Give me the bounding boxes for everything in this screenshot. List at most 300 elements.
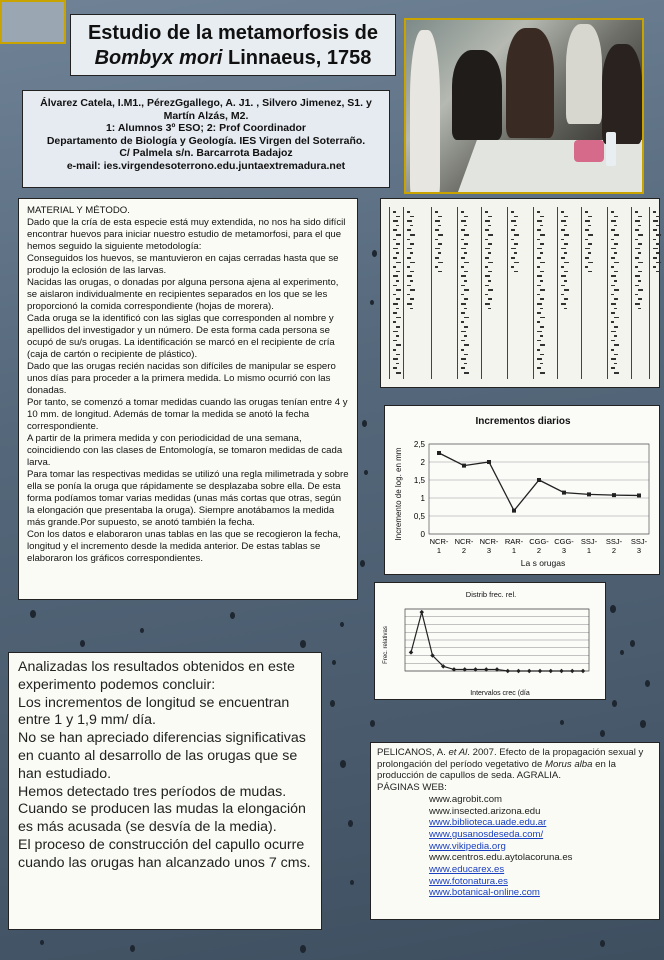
table-cell-mark [393,358,398,360]
method-heading: MATERIAL Y MÉTODO. [27,205,130,216]
speck [330,700,335,707]
table-cell-mark [393,229,397,231]
table-cell-mark [488,216,492,218]
table-cell-mark [611,248,616,250]
table-cell-mark [638,216,642,218]
table-cell-mark [438,252,441,254]
table-cell-mark [464,243,468,245]
table-cell-mark [564,252,567,254]
table-cell-mark [464,216,468,218]
table-cell-mark [614,326,618,328]
speck [600,940,605,947]
table-cell-mark [407,220,412,222]
chart1-xlabel: La s orugas [520,558,566,568]
table-cell-mark [514,243,518,245]
chart2-point [570,669,575,674]
table-cell-mark [464,280,467,282]
table-cell-mark [537,275,542,277]
table-cell-mark [537,248,542,250]
chart1-xtick-label: SSJ-1 [580,537,598,555]
table-cell-mark [653,248,658,250]
chart1-xtick-label: CGG-2 [529,537,549,555]
chart2-point [505,669,510,674]
table-cell-mark [588,234,593,236]
web-heading: PÁGINAS WEB: [377,782,447,794]
chart1-xtick-label: NCR-2 [454,537,474,555]
table-cell-mark [464,335,467,337]
chart2-grid [405,609,589,671]
table-cell-mark [410,234,415,236]
table-cell-mark [396,308,399,310]
speck [360,560,365,567]
table-cell-mark [611,239,614,241]
chart1-point [462,464,466,468]
table-cell-mark [635,229,639,231]
table-cell-mark [656,271,660,273]
table-cell-mark [564,280,567,282]
speck [610,605,616,613]
table-cell-mark [588,243,592,245]
table-cell-mark [393,294,396,296]
table-cell-mark [438,243,442,245]
table-cell-mark [396,372,401,374]
table-cell-mark [464,354,468,356]
web-link[interactable]: www.vikipedia.org [429,840,506,852]
method-box [18,198,358,600]
table-cell-mark [485,248,490,250]
table-cell-mark [614,252,617,254]
table-cell-mark [438,271,442,273]
table-cell-mark [638,243,642,245]
bottle [606,132,616,166]
table-cell-mark [561,229,565,231]
table-cell-mark [540,372,545,374]
table-cell-mark [540,317,545,319]
table-cell-mark [410,289,415,291]
table-cell-mark [653,220,658,222]
speck [40,940,44,945]
table-cell-mark [537,211,540,213]
table-cell-mark [396,298,400,300]
table-cell-mark [407,285,411,287]
web-link[interactable]: www.botanical-online.com [429,887,540,899]
chart-incrementos-diarios [384,405,660,575]
chart2-point [527,669,532,674]
table-cell-mark [540,234,545,236]
table-cell-mark [461,229,465,231]
chart1-ytick-label: 2,5 [413,440,425,449]
method-paragraph: A partir de la primera medida y con periodicidad de una semana, coincidiendo con las clases de Entomología, se tomaron medidas de cada larva. [27,433,343,468]
table-cell-mark [511,211,514,213]
conclusions-box [8,652,322,930]
table-cell-mark [438,216,442,218]
table-cell-mark [614,298,618,300]
chart2-series [409,610,586,673]
table-cell-mark [511,229,515,231]
table-cell-mark [410,298,414,300]
table-cell-mark [611,266,614,268]
method-paragraph: Por tanto, se comenzó a tomar medidas cuando las orugas tenían entre 4 y 10 mm. de longitud. Además de tomar la medida se anotó la fecha correspondiente. [27,397,348,432]
table-cell-mark [540,326,544,328]
table-cell-mark [511,239,514,241]
table-cell-mark [410,225,413,227]
table-cell-mark [635,239,638,241]
chart1-title: Incrementos diarios [475,416,571,427]
web-link[interactable]: www.educarex.es [429,864,505,876]
table-cell-mark [614,372,619,374]
table-cell-mark [435,229,439,231]
table-cell-mark [485,303,490,305]
speck [332,660,336,665]
table-cell-mark [435,266,438,268]
table-cell-mark [614,344,619,346]
chart-distrib-frec [374,582,606,700]
table-cell-mark [410,308,413,310]
table-cell-mark [485,275,490,277]
table-cell-mark [410,271,414,273]
speck [620,650,624,655]
table-cell-mark [410,252,413,254]
person-1 [410,30,440,194]
table-cell-mark [461,285,465,287]
table-cell-mark [407,303,412,305]
table-cell-mark [537,257,541,259]
table-cell-mark [537,349,540,351]
table-cell-mark [464,234,469,236]
speck [370,300,374,305]
table-cell-mark [393,340,397,342]
table-cell-mark [635,248,640,250]
table-cell-mark [537,239,540,241]
table-cell-mark [635,257,639,259]
web-link[interactable]: www.fotonatura.es [429,875,508,887]
table-cell-mark [396,344,401,346]
table-cell-mark [393,303,398,305]
chart2-point [409,650,414,655]
table-column-line [457,207,458,379]
table-cell-mark [435,239,438,241]
table-cell-mark [611,257,615,259]
author-address: C/ Palmela s/n. Barcarrota Badajoz [119,147,293,159]
table-cell-mark [638,298,642,300]
author-names-2: Martín Alzás, M2. [163,109,249,122]
table-cell-mark [540,216,544,218]
speck [370,720,375,727]
table-cell-mark [588,262,593,264]
table-cell-mark [407,294,410,296]
table-cell-mark [393,331,398,333]
author-email: e-mail: ies.virgendesoterrono.edu.juntaextremadura.net [66,159,346,172]
table-cell-mark [611,340,615,342]
chart1-xtick-label: RAR-1 [504,537,524,555]
method-paragraph: Cada oruga se la identificó con las siglas que corresponden al nombre y apellidos del investigador y un número. De esta forma cada persona se ocupó de su/s orugas. La identificación se marcó en el recipiente de cría (caja de cartón o recipiente de plástico). [27,313,335,360]
table-cell-mark [407,248,412,250]
chart2-svg [375,583,607,701]
table-cell-mark [396,216,400,218]
table-cell-mark [656,225,659,227]
chart2-xlabel: Intervalos crec (día [470,690,530,697]
table-cell-mark [488,225,491,227]
table-cell-mark [653,257,657,259]
table-cell-mark [585,266,588,268]
table-cell-mark [564,308,567,310]
table-cell-mark [635,275,640,277]
table-cell-mark [588,271,592,273]
table-cell-mark [396,335,399,337]
table-cell-mark [585,211,588,213]
table-cell-mark [393,367,397,369]
table-cell-mark [461,239,464,241]
table-cell-mark [561,257,565,259]
citation-source: en la producción de capullos de seda. AGRALIA. [377,758,616,782]
table-cell-mark [438,225,441,227]
table-cell-mark [611,349,614,351]
web-link[interactable]: www.insected.arizona.edu [429,805,541,817]
chart1-ytick-label: 0 [420,530,425,539]
table-cell-mark [393,257,397,259]
table-cell-mark [393,211,396,213]
conclusion-paragraph: Hemos detectado tres períodos de mudas. [18,783,287,800]
chart1-point [537,478,541,482]
table-cell-mark [464,363,467,365]
pink-container [574,140,604,162]
citation-author: PELICANOS, A. [377,747,449,758]
web-link[interactable]: www.biblioteca.uade.edu.ar [429,817,547,829]
table-cell-mark [461,349,464,351]
table-cell-mark [614,317,619,319]
citation [377,747,653,782]
references-box [370,742,660,920]
table-cell-mark [635,294,638,296]
chart1-xtick-label: SSJ-2 [605,537,623,555]
table-cell-mark [614,363,617,365]
table-cell-mark [614,308,617,310]
table-cell-mark [410,262,415,264]
chart1-point [487,460,491,464]
citation-text: . 2007. Efecto de la propagación sexual y prolongación del período vegetativo de [377,747,644,770]
table-cell-mark [588,216,592,218]
table-cell-mark [537,331,542,333]
table-cell-mark [614,335,617,337]
chart1-xticks [430,537,648,555]
chart1-point [562,491,566,495]
table-cell-mark [564,216,568,218]
chart1-series [437,451,641,513]
table-cell-mark [461,331,466,333]
table-cell-mark [485,229,489,231]
table-cell-mark [485,266,488,268]
table-cell-mark [393,266,396,268]
table-cell-mark [635,266,638,268]
title-species: Bombyx mori [94,47,223,69]
web-link[interactable]: www.centros.edu.aytolacoruna.es [429,852,573,864]
table-cell-mark [407,211,410,213]
chart2-point [516,669,521,674]
table-cell-mark [614,234,619,236]
table-cell-mark [561,303,566,305]
chart2-line [411,612,583,671]
table-cell-mark [511,257,515,259]
table-cell-mark [485,220,490,222]
table-cell-mark [511,266,514,268]
table-cell-mark [396,317,401,319]
chart1-point [512,509,516,513]
table-column-line [507,207,508,379]
table-cell-mark [614,354,618,356]
table-cell-mark [396,363,399,365]
web-link[interactable]: www.gusanosdeseda.com/ [429,828,544,840]
table-cell-mark [464,252,467,254]
speck [300,945,306,953]
chart1-ytick-label: 0,5 [413,512,425,521]
chart1-xtick-label: CGG-3 [554,537,574,555]
author-roles: 1: Alumnos 3º ESO; 2: Prof Coordinador [105,122,307,134]
table-cell-mark [514,234,519,236]
table-cell-mark [635,285,639,287]
table-cell-mark [485,257,489,259]
table-cell-mark [614,225,617,227]
table-cell-mark [638,225,641,227]
table-cell-mark [653,239,656,241]
method-paragraph: Para tomar las respectivas medidas se utilizó una regla milimetrada y sobre ella se ponía la oruga que rápidamente se desplazaba sobre ella. De esta forma podíamos tomar varias medidas (unas más cortas que otras, según la elongación que presentaba la oruga). Siempre anotábamos la medida más grande.Por supuesto, se anotó también la fecha. [27,469,349,528]
table-cell-mark [537,220,542,222]
table-cell-mark [410,243,414,245]
citation-species: Morus alba [545,758,593,770]
speck [130,945,135,952]
table-cell-mark [585,229,589,231]
table-cell-mark [611,229,615,231]
chart1-grid [429,444,649,534]
table-cell-mark [611,211,614,213]
table-cell-mark [656,216,660,218]
table-cell-mark [396,252,399,254]
table-cell-mark [438,234,443,236]
title-rest: Linnaeus, 1758 [222,47,372,69]
table-cell-mark [540,280,543,282]
table-cell-mark [540,289,545,291]
speck [364,470,368,475]
speck [340,760,346,768]
table-cell-mark [638,308,641,310]
table-cell-mark [461,248,466,250]
title-line2 [71,46,395,71]
table-cell-mark [464,298,468,300]
person-5 [602,44,642,144]
web-link[interactable]: www.agrobit.com [429,793,503,805]
table-cell-mark [540,335,543,337]
table-cell-mark [561,266,564,268]
table-column-line [481,207,482,379]
table-cell-mark [540,344,545,346]
table-cell-mark [435,257,439,259]
lab-photo [404,18,644,194]
table-cell-mark [461,367,465,369]
table-cell-mark [488,280,491,282]
chart2-point [559,669,564,674]
table-cell-mark [653,229,657,231]
table-cell-mark [461,266,464,268]
table-cell-mark [540,354,544,356]
person-2 [452,50,502,140]
chart1-xtick-label: NCR-1 [429,537,449,555]
table-cell-mark [393,285,397,287]
table-cell-mark [561,239,564,241]
table-cell-mark [638,271,642,273]
table-cell-mark [435,211,438,213]
speck [300,640,306,648]
author-names-1: Álvarez Catela, I.M1., PérezGgallego, A. J1. , Silvero Jimenez, S1. y [40,97,372,109]
table-cell-mark [638,262,643,264]
chart1-svg [385,406,661,576]
table-cell-mark [435,248,440,250]
chart1-xtick-label: SSJ-3 [630,537,648,555]
conclusion-paragraph: El proceso de construcción del capullo ocurre cuando las orugas han alcanzado unos 7 cms. [18,836,311,871]
table-cell-mark [464,372,469,374]
speck [630,640,635,647]
speck [600,730,605,737]
table-cell-mark [540,243,544,245]
table-cell-mark [464,308,467,310]
speck [80,640,85,647]
chart1-plot-frame [429,444,649,534]
speck [560,720,564,725]
table-cell-mark [488,271,492,273]
chart1-ytick-label: 2 [420,458,425,467]
table-cell-mark [564,243,568,245]
table-column-line [631,207,632,379]
chart2-point [419,610,424,615]
chart1-ytick-label: 1,5 [413,476,425,485]
person-3 [506,28,554,138]
chart1-point [587,492,591,496]
chart1-ytick-label: 1 [420,494,425,503]
table-cell-mark [485,211,488,213]
table-cell-mark [464,271,468,273]
speck [140,628,144,633]
table-cell-mark [614,280,617,282]
table-cell-mark [611,294,614,296]
table-cell-mark [464,326,468,328]
table-cell-mark [514,252,517,254]
conclusion-paragraph: Los incrementos de longitud se encuentran entre 1 y 1,9 mm/ día. [18,694,290,729]
table-cell-mark [635,211,638,213]
table-cell-mark [537,229,541,231]
table-cell-mark [396,280,399,282]
table-cell-mark [564,289,569,291]
table-cell-mark [396,234,401,236]
table-cell-mark [537,312,541,314]
table-cell-mark [410,216,414,218]
table-cell-mark [614,289,619,291]
table-cell-mark [407,239,410,241]
table-cell-mark [537,285,541,287]
table-column-line [533,207,534,379]
table-cell-mark [564,225,567,227]
table-cell-mark [537,367,541,369]
table-cell-mark [540,262,545,264]
web-links [377,794,653,899]
table-cell-mark [461,340,465,342]
title-box [70,14,396,76]
chart2-title: Distrib frec. rel. [465,590,517,599]
table-cell-mark [511,248,516,250]
table-cell-mark [514,262,519,264]
table-cell-mark [564,262,569,264]
table-cell-mark [407,229,411,231]
table-cell-mark [464,262,469,264]
table-cell-mark [540,225,543,227]
table-cell-mark [407,266,410,268]
